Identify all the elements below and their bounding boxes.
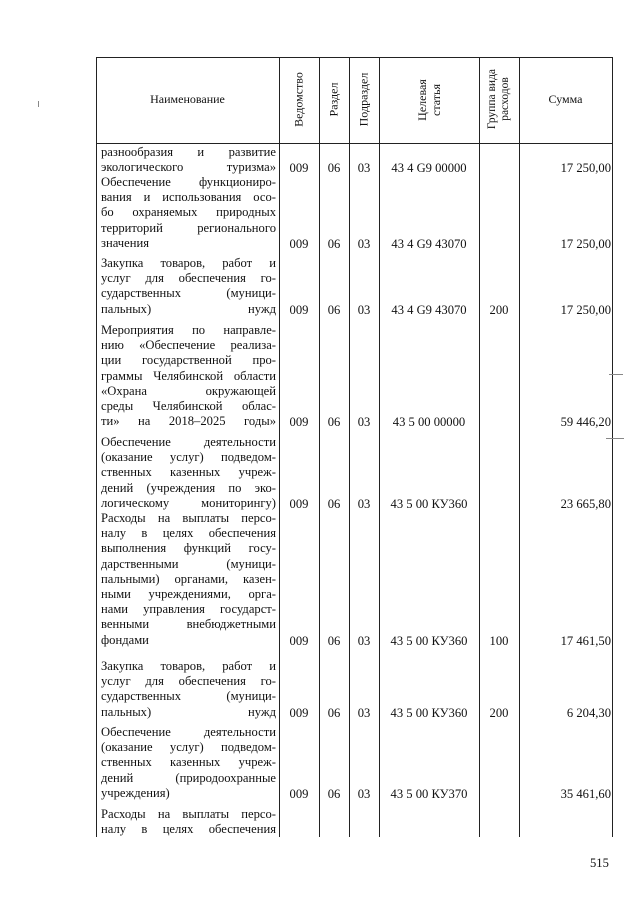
row-name-line: услуг для обеспечения го- [101, 271, 276, 286]
row-department: 009 [289, 415, 309, 430]
row-amount: 17 461,50 [560, 633, 611, 648]
row-target-article: 43 4 G9 00000 [391, 161, 467, 176]
row-name-line: Закупка товаров, работ и [101, 256, 276, 270]
row-name-line: ственных казенных учреж- [101, 755, 276, 770]
row-expense-group: 200 [489, 302, 509, 317]
row-name-line: Закупка товаров, работ и [101, 659, 276, 673]
row-section: 06 [327, 302, 341, 317]
header-section: Раздел [326, 82, 341, 117]
row-department: 009 [289, 302, 309, 317]
row-subsection: 03 [357, 161, 371, 176]
row-name-line: Расходы на выплаты персо- [101, 511, 276, 525]
row-expense-group: 200 [489, 705, 509, 720]
row-name-line: учреждения) [101, 785, 170, 800]
row-amount: 17 250,00 [560, 236, 611, 251]
row-name-line: фондами [101, 632, 149, 647]
row-name-line: ственных казенных учреж- [101, 465, 276, 480]
row-name-line: нами управления государст- [101, 602, 276, 617]
row-department: 009 [289, 161, 309, 176]
row-name-line: (оказание услуг) подведом- [101, 740, 276, 755]
table-header-bottom-border [96, 143, 613, 144]
row-name [101, 435, 276, 511]
row-expense-group: 100 [489, 633, 509, 648]
scan-mark [606, 438, 624, 439]
row-name-line: вания и использования осо- [101, 190, 276, 205]
row-section: 06 [327, 705, 341, 720]
row-section: 06 [327, 161, 341, 176]
row-name-line: Обеспечение функциониро- [101, 175, 276, 189]
row-department: 009 [289, 705, 309, 720]
row-amount: 59 446,20 [560, 415, 611, 430]
row-name-line: дений (учреждения по эко- [101, 480, 276, 495]
row-department: 009 [289, 236, 309, 251]
row-name-line: разнообразия и развитие [101, 145, 276, 159]
page-number: 515 [590, 856, 609, 870]
row-name-line: налу в целях обеспечения [101, 526, 276, 541]
row-target-article: 43 5 00 КУ360 [390, 633, 468, 648]
row-name [101, 323, 276, 429]
row-name-line: Обеспечение деятельности [101, 435, 276, 449]
header-expense-group [486, 55, 512, 143]
row-target-article: 43 4 G9 43070 [391, 302, 467, 317]
row-name [101, 256, 276, 317]
row-name-line: нию «Обеспечение реализа- [101, 338, 276, 353]
row-name-line: граммы Челябинской области [101, 368, 276, 383]
row-name-line: ными учреждениями, орга- [101, 587, 276, 602]
row-subsection: 03 [357, 705, 371, 720]
row-name-line: (оказание услуг) подведом- [101, 450, 276, 465]
row-name-line: услуг для обеспечения го- [101, 674, 276, 689]
row-name-line: выполнения функций госу- [101, 541, 276, 556]
scan-mark [38, 101, 39, 107]
row-subsection: 03 [357, 786, 371, 801]
row-name-line: значения [101, 235, 149, 250]
row-name-line: Расходы на выплаты персо- [101, 807, 276, 821]
row-target-article: 43 5 00 КУ370 [390, 786, 468, 801]
row-name [101, 511, 276, 648]
row-amount: 35 461,60 [560, 786, 611, 801]
row-name-line: пальных) нужд [101, 301, 276, 316]
scan-mark [609, 374, 623, 375]
row-name-line: ции государственной про- [101, 353, 276, 368]
row-name-line: сударственных (муници- [101, 689, 276, 704]
row-target-article: 43 4 G9 43070 [391, 236, 467, 251]
header-name: Наименование [150, 92, 225, 106]
row-target-article: 43 5 00 КУ360 [390, 496, 468, 511]
row-section: 06 [327, 633, 341, 648]
row-target-article: 43 5 00 КУ360 [390, 705, 468, 720]
row-name-line: венными внебюджетными [101, 617, 276, 632]
row-name-line: ти» на 2018–2025 годы» [101, 414, 276, 429]
row-name-line: пальных) нужд [101, 704, 276, 719]
row-name-line: среды Челябинской облас- [101, 399, 276, 414]
row-name-line: дений (природоохранные [101, 770, 276, 785]
row-department: 009 [289, 786, 309, 801]
row-name-line: дарственными (муници- [101, 556, 276, 571]
row-section: 06 [327, 786, 341, 801]
row-target-article: 43 5 00 00000 [392, 415, 466, 430]
row-subsection: 03 [357, 633, 371, 648]
row-name-line: пальными) органами, казен- [101, 571, 276, 586]
row-subsection: 03 [357, 302, 371, 317]
row-name-line: налу в целях обеспечения [101, 822, 276, 837]
row-name-line: Мероприятия по направле- [101, 323, 276, 337]
row-name-line: сударственных (муници- [101, 286, 276, 301]
header-department: Ведомство [291, 72, 306, 127]
row-subsection: 03 [357, 415, 371, 430]
row-section: 06 [327, 496, 341, 511]
row-name [101, 659, 276, 720]
row-name [101, 725, 276, 801]
table-left-border [96, 57, 97, 837]
row-name-line: «Охрана окружающей [101, 383, 276, 398]
row-amount: 17 250,00 [560, 161, 611, 176]
row-name-line: логическому мониторингу) [101, 495, 276, 510]
header-amount: Сумма [548, 92, 583, 106]
header-target-article-text: Целевая статья [415, 79, 443, 121]
table-right-border [612, 57, 613, 837]
row-amount: 23 665,80 [560, 496, 611, 511]
row-department: 009 [289, 633, 309, 648]
row-subsection: 03 [357, 496, 371, 511]
table-top-border [96, 57, 613, 58]
row-amount: 6 204,30 [566, 705, 611, 720]
row-amount: 17 250,00 [560, 302, 611, 317]
row-name [101, 145, 276, 175]
row-section: 06 [327, 236, 341, 251]
row-name [101, 807, 276, 837]
row-name-line: территорий регионального [101, 220, 276, 235]
row-name-line: Обеспечение деятельности [101, 725, 276, 739]
header-target-article [415, 56, 443, 144]
row-name-line: экологического туризма» [101, 160, 276, 175]
row-department: 009 [289, 496, 309, 511]
header-expense-group-text: Группа вида расходов [486, 68, 511, 130]
row-name-line: бо охраняемых природных [101, 205, 276, 220]
row-subsection: 03 [357, 236, 371, 251]
row-section: 06 [327, 415, 341, 430]
header-subsection: Подраздел [356, 72, 371, 127]
row-name [101, 175, 276, 251]
